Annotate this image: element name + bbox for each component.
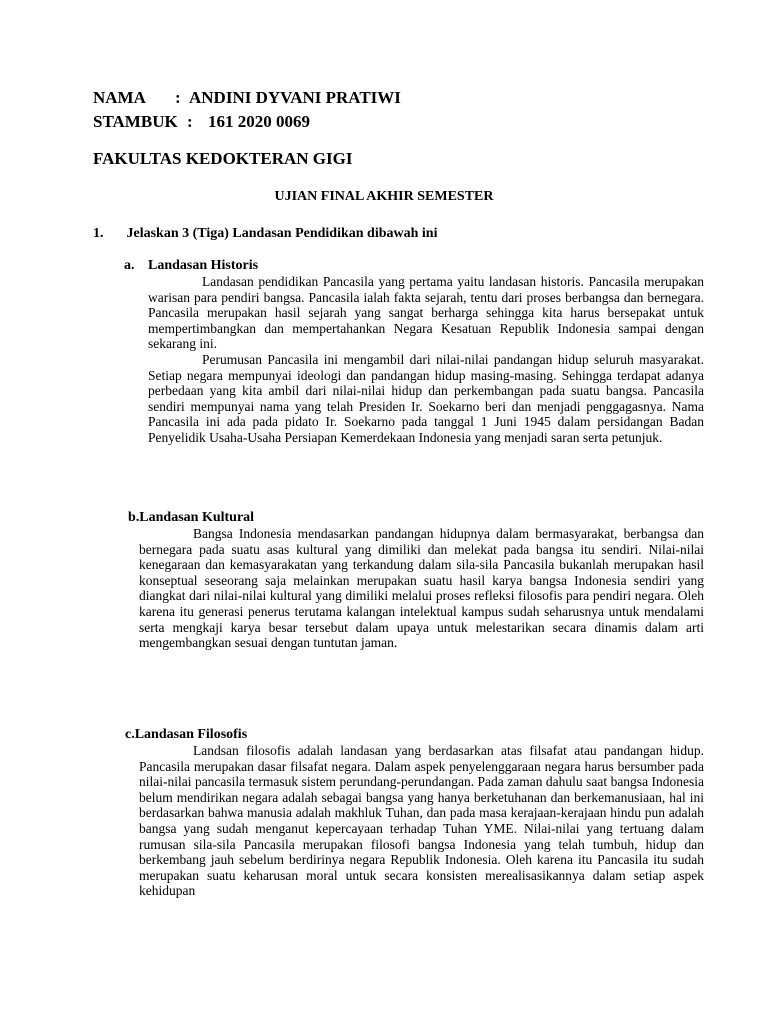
name-separator: :: [175, 88, 181, 107]
section-marker: b.: [128, 510, 140, 525]
section-body-filosofis: [139, 743, 704, 899]
section-heading-filosofis: [125, 726, 247, 744]
exam-title: UJIAN FINAL AKHIR SEMESTER: [274, 189, 494, 204]
section-title: Landasan Historis: [148, 258, 259, 273]
section-heading-historis: [124, 257, 258, 275]
section-heading-kultural: [128, 509, 254, 527]
section-marker: a.: [124, 258, 135, 273]
name-label: NAMA: [93, 88, 146, 107]
section-marker: c.: [125, 727, 135, 742]
question-number: 1.: [93, 226, 104, 241]
section-title: Landasan Filosofis: [134, 727, 248, 742]
student-id-line: [93, 112, 310, 132]
question-text: Jelaskan 3 (Tiga) Landasan Pendidikan dibawah ini: [126, 226, 438, 241]
student-id: 161 2020 0069: [208, 112, 310, 131]
paragraph: Landasan pendidikan Pancasila yang pertama yaitu landasan historis. Pancasila merupakan warisan para pendiri bangsa. Pancasila ialah fakta sejarah, tentu dari proses berbangsa dan bernegara. Pancasila merupakan hasil sejarah yang sangat berharga sehingga kita harus bersepakat untuk mempertimbangkan dan mempertahankan Negara Kesatuan Republik Indonesia sampai dengan sekarang ini.: [148, 274, 704, 352]
faculty-name: FAKULTAS KEDOKTERAN GIGI: [93, 149, 353, 168]
question-1: [93, 225, 437, 243]
paragraph: Landsan filosofis adalah landasan yang berdasarkan atas filsafat atau pandangan hidup. Pancasila merupakan dasar filsafat negara. Dalam aspek penyelenggaraan negara harus bersumber pada nilai-nilai pancasila termasuk sistem perundang-perundangan. Pada zaman dahulu saat bangsa Indonesia belum mendirikan negara adalah sebagai bangsa yang hanya berketuhanan dan berkemanusiaan, hal ini berdasarkan bahwa manusia adalah makhluk Tuhan, dan pada masa kerajaan-kerajaan hindu pun adalah bangsa yang sudah menganut kepercayaan terhadap Tuhan YME. Nilai-nilai yang tertuang dalam rumusan sila-sila Pancasila merupakan filosofi bangsa Indonesia yang telah tumbuh, hidup dan berkembang jauh sebelum berdirinya negara Republik Indonesia. Oleh karena itu Pancasila itu sudah merupakan suatu keharusan moral untuk secara konsisten merealisasikannya dalam setiap aspek kehidupan: [139, 743, 704, 899]
id-separator: :: [187, 112, 193, 131]
id-label: STAMBUK: [93, 112, 178, 131]
student-name-line: [93, 88, 401, 108]
student-name: ANDINI DYVANI PRATIWI: [189, 88, 401, 107]
section-body-kultural: [139, 526, 704, 651]
section-title: Landasan Kultural: [139, 510, 255, 525]
paragraph: Bangsa Indonesia mendasarkan pandangan hidupnya dalam bermasyarakat, berbangsa dan bernegara pada suatu asas kultural yang dimiliki dan melekat pada bangsa itu sendiri. Nilai-nilai kenegaraan dan kemasyarakatan yang terkandung dalam sila-sila Pancasila bukanlah merupakan hasil konseptual seseorang saja melainkan merupakan suatu hasil karya bangsa Indonesia sendiri yang diangkat dari nilai-nilai kultural yang dimiliki melalui proses refleksi filosofis para pendiri negara. Oleh karena itu generasi penerus terutama kalangan intelektual kampus sudah seharusnya untuk mendalami serta mengkaji karya besar tersebut dalam upaya untuk melestarikan secara dinamis dalam arti mengembangkan sesuai dengan tuntutan jaman.: [139, 526, 704, 651]
section-body-historis: [148, 274, 704, 446]
paragraph: Perumusan Pancasila ini mengambil dari nilai-nilai pandangan hidup seluruh masyarakat. Setiap negara mempunyai ideologi dan pandangan hidup masing-masing. Sehingga terdapat adanya perbedaan yang kita ambil dari nilai-nilai hidup dan perkembangan pada suatu bangsa. Pancasila sendiri mempunyai nama yang telah Presiden Ir. Soekarno beri dan menjadi penggagasnya. Nama Pancasila ini ada pada pidato Ir. Soekarno pada tanggal 1 Juni 1945 dalam persidangan Badan Penyelidik Usaha-Usaha Persiapan Kemerdekaan Indonesia yang menjadi saran serta petunjuk.: [148, 351, 704, 445]
